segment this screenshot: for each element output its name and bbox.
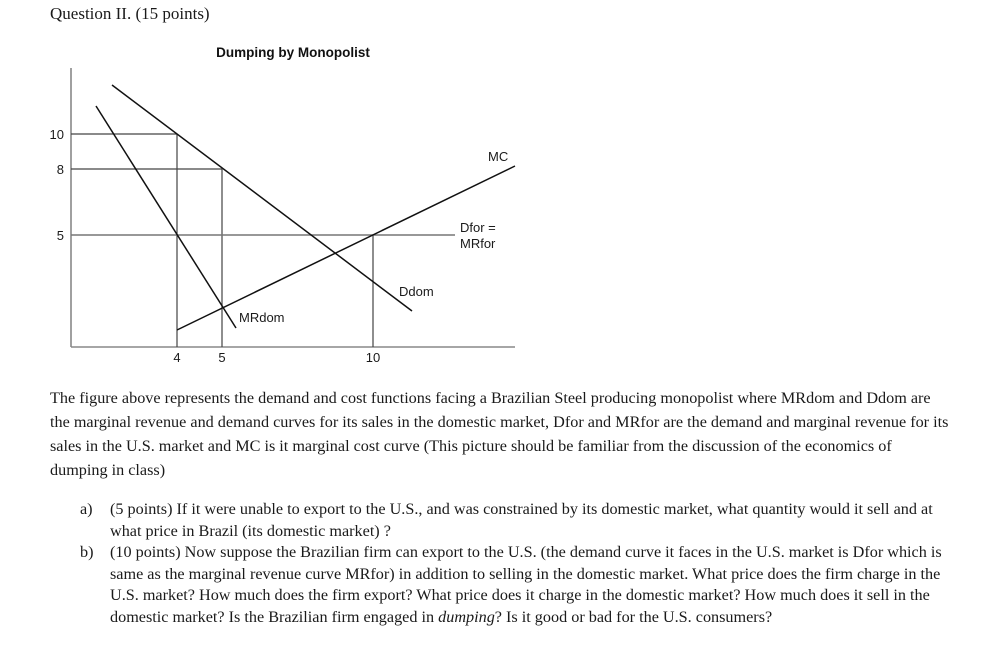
ddom-label: Ddom: [399, 284, 434, 299]
x-tick-5: 5: [218, 350, 226, 365]
part-b-emphasis: dumping: [438, 607, 495, 626]
y-tick-8: 8: [56, 162, 64, 177]
question-title: Question II. (15 points): [50, 4, 210, 23]
part-b-label: b): [80, 543, 94, 561]
y-tick-10: 10: [49, 127, 64, 142]
part-b-text: [110, 542, 960, 628]
part-a-text: (5 points) If it were unable to export to the U.S., and was constrained by its domestic market, what quantity would it sell and at what price in Brazil (its domestic market) ?: [110, 500, 933, 540]
part-b-text-main: (10 points) Now suppose the Brazilian firm can export to the U.S. (the demand curve it faces in the U.S. market is Dfor which is same as the marginal revenue curve MRfor) in addition to selling in the domestic market. What price does the firm charge in the U.S. market? How much does the firm export? What price does it charge in the domestic market? How much does it sell in the domestic market? Is the Brazilian firm engaged in: [110, 543, 942, 626]
dfor-label: Dfor =: [460, 220, 496, 235]
y-tick-5: 5: [56, 228, 64, 243]
x-tick-10: 10: [365, 350, 381, 365]
question-parts: [80, 499, 960, 628]
chart-title: Dumping by Monopolist: [216, 45, 370, 60]
mrdom-label: MRdom: [239, 310, 285, 325]
part-b-text-end: ? Is it good or bad for the U.S. consumers?: [494, 607, 773, 626]
part-a-label: a): [80, 500, 93, 518]
part-a: [80, 499, 960, 542]
mrfor-label: MRfor: [460, 236, 496, 251]
mc-label: MC: [488, 149, 509, 164]
mrdom-line: [96, 106, 236, 328]
x-tick-4: 4: [173, 350, 181, 365]
ddom-line: [112, 85, 412, 311]
problem-description: The figure above represents the demand and cost functions facing a Brazilian Steel producing monopolist where MRdom and Ddom are the marginal revenue and demand curves for its sales in the domestic market, Dfor and MRfor are the demand and marginal revenue for its sales in the U.S. market and MC is it marginal cost curve (This picture should be familiar from the discussion of the economics of dumping in class): [50, 389, 949, 479]
part-b: [80, 542, 960, 628]
